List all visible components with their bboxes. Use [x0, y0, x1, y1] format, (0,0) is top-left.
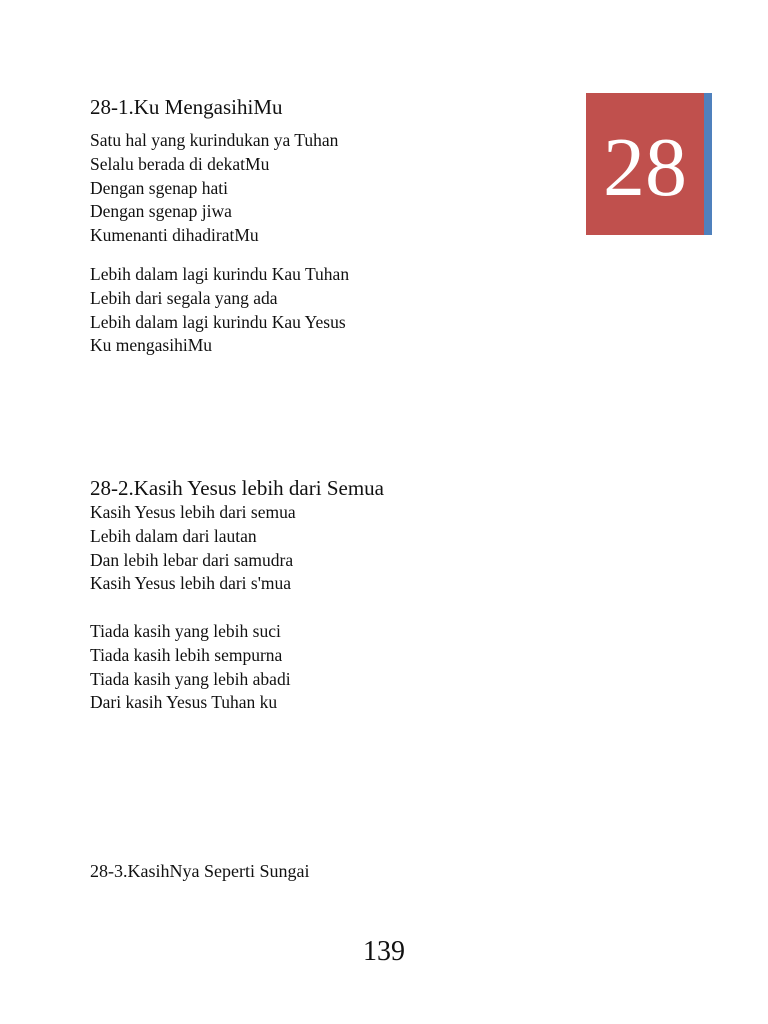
song-title: 28-1.Ku MengasihiMu	[90, 95, 283, 119]
stanza	[90, 263, 349, 358]
lyric-line: Dan lebih lebar dari samudra	[90, 549, 294, 570]
lyric-line: Tiada kasih yang lebih suci	[90, 621, 281, 641]
lyric-line: Lebih dalam lagi kurindu Kau Yesus	[90, 311, 346, 332]
page-number: 139	[363, 936, 405, 967]
lyric-line: Tiada kasih yang lebih abadi	[90, 668, 291, 689]
chapter-number: 28	[603, 121, 687, 214]
chapter-badge	[586, 93, 712, 235]
lyric-line: Selalu berada di dekatMu	[90, 153, 270, 174]
lyric-line: Kasih Yesus lebih dari s'mua	[90, 573, 291, 594]
lyric-line: Kasih Yesus lebih dari semua	[90, 502, 296, 522]
lyric-line: Ku mengasihiMu	[90, 335, 213, 356]
song-title: 28-3.KasihNya Seperti Sungai	[90, 861, 310, 881]
lyric-line: Lebih dari segala yang ada	[90, 287, 278, 308]
lyric-line: Lebih dalam dari lautan	[90, 525, 257, 546]
stanza	[90, 620, 291, 715]
stanza	[90, 129, 338, 248]
lyric-line: Kumenanti dihadiratMu	[90, 225, 259, 246]
lyric-line: Dengan sgenap jiwa	[90, 201, 232, 222]
stanza	[90, 501, 296, 596]
lyric-line: Dari kasih Yesus Tuhan ku	[90, 692, 278, 713]
lyric-line: Lebih dalam lagi kurindu Kau Tuhan	[90, 264, 350, 284]
lyric-line: Tiada kasih lebih sempurna	[90, 644, 283, 665]
song-title: 28-2.Kasih Yesus lebih dari Semua	[90, 476, 384, 500]
lyric-line: Dengan sgenap hati	[90, 177, 229, 198]
lyric-line: Satu hal yang kurindukan ya Tuhan	[90, 130, 339, 150]
chapter-badge-stripe	[704, 93, 712, 235]
